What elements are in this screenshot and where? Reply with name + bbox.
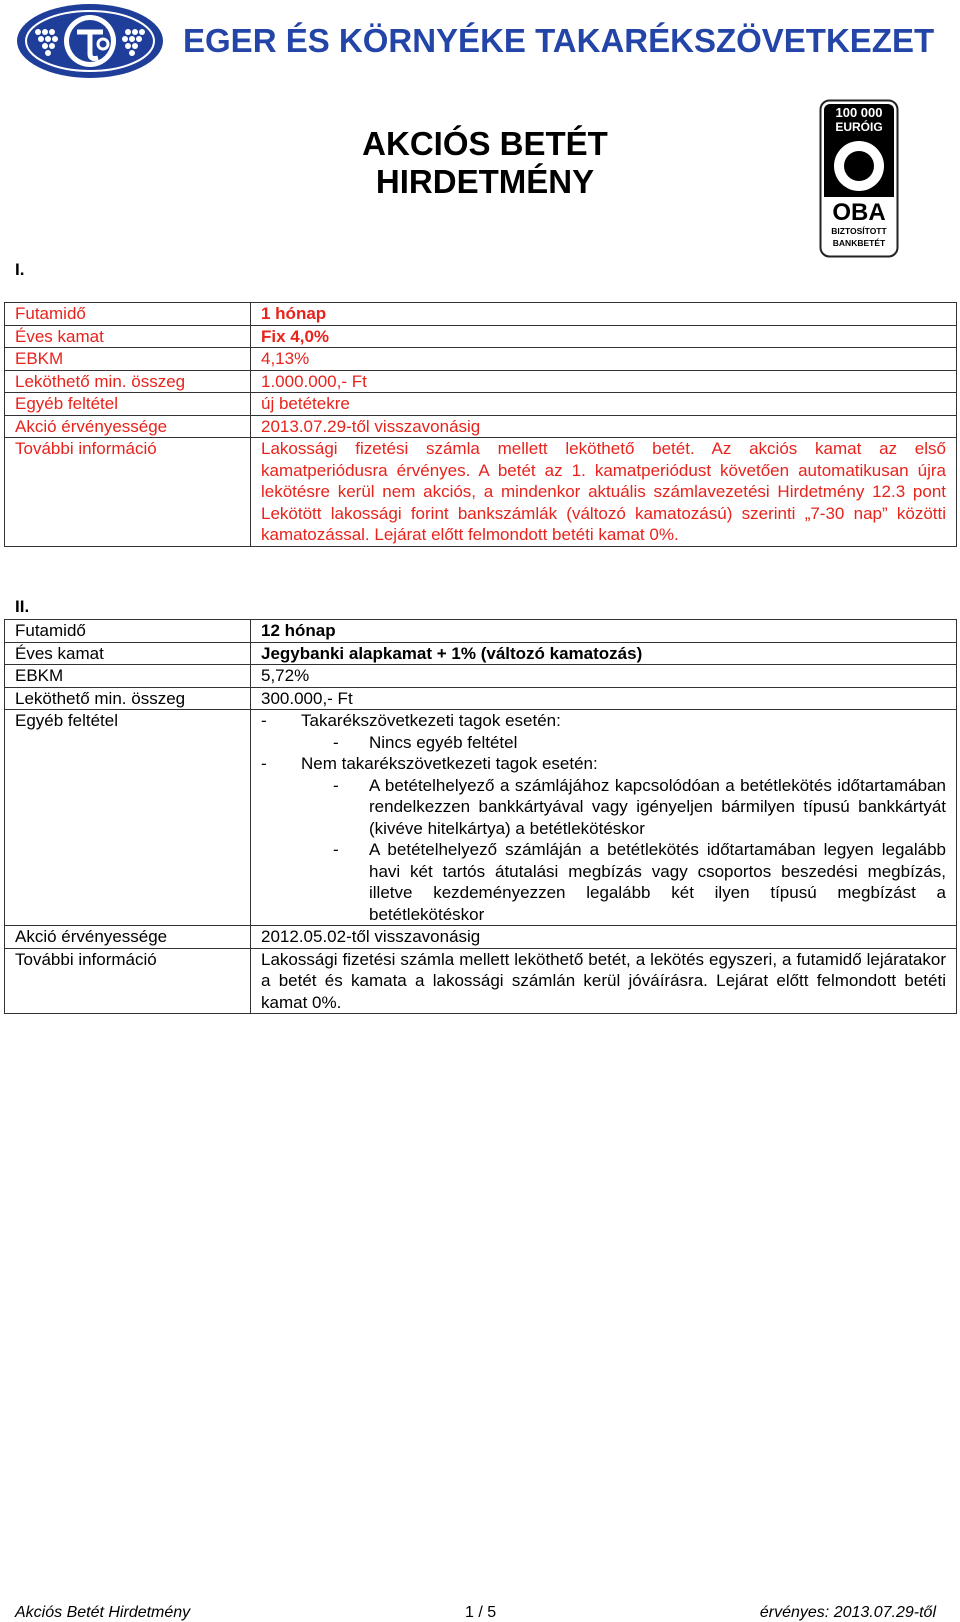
row-key: Akció érvényessége — [5, 926, 251, 949]
list-text: A betételhelyező számláján a betétlekötés időtartamában legyen legalább havi két tartós átutalási megbízás vagy csoportos beszedési megbízás, illetve kezdeményezzen legalább két ilyen típusú megbízást a betétlekötéskor — [369, 840, 946, 924]
page-number: 1 / 5 — [465, 1604, 497, 1621]
list-text: Nincs egyéb feltétel — [369, 732, 518, 752]
row-key: Futamidő — [5, 303, 251, 326]
row-value: 1 hónap — [251, 303, 957, 326]
table-row — [5, 325, 957, 348]
row-key: További információ — [5, 948, 251, 1014]
table-row — [5, 687, 957, 710]
table-row — [5, 926, 957, 949]
row-value: Lakossági fizetési számla mellett leköthető betét, a lekötés egyszeri, a futamidő lejáratakor a betét és kamata a lakossági számlán kerül jóváírásra. Lejárat előtt felmondott betéti kamat 0%. — [251, 948, 957, 1014]
list-dash: - — [261, 754, 267, 773]
table-row — [5, 642, 957, 665]
list-dash: - — [261, 711, 267, 730]
title-line-1: AKCIÓS BETÉT — [362, 125, 608, 162]
section-2-label: II. — [15, 597, 30, 616]
row-value: 4,13% — [251, 348, 957, 371]
table-row — [5, 303, 957, 326]
row-value: 1.000.000,- Ft — [251, 370, 957, 393]
row-key: További információ — [5, 438, 251, 547]
table-row — [5, 438, 957, 547]
row-key: EBKM — [5, 665, 251, 688]
list-item — [261, 732, 946, 754]
row-key: Futamidő — [5, 620, 251, 643]
row-key: Éves kamat — [5, 325, 251, 348]
list-item — [261, 839, 946, 925]
row-value: Fix 4,0% — [251, 325, 957, 348]
oba-line-1: 100 000 — [835, 105, 883, 120]
row-value: 12 hónap — [251, 620, 957, 643]
page-title — [300, 125, 670, 201]
list-text: Takarékszövetkezeti tagok esetén: — [301, 711, 561, 730]
row-value: 2013.07.29-től visszavonásig — [251, 415, 957, 438]
footer-title: Akciós Betét Hirdetmény — [15, 1604, 191, 1621]
oba-line-5: BANKBETÉT — [832, 238, 886, 248]
list-item — [261, 775, 946, 840]
table-row — [5, 348, 957, 371]
list-text: Nem takarékszövetkezeti tagok esetén: — [301, 754, 598, 773]
bank-logo — [15, 2, 165, 80]
table-row — [5, 415, 957, 438]
row-value: új betétekre — [251, 393, 957, 416]
list-dash: - — [333, 775, 339, 795]
list-dash: - — [333, 840, 339, 859]
section-1-table — [4, 302, 957, 547]
section-2-table — [4, 619, 957, 1014]
table-row — [5, 665, 957, 688]
list-item — [261, 710, 946, 732]
footer-validity: érvényes: 2013.07.29-től — [759, 1604, 936, 1621]
row-value — [251, 710, 957, 926]
list-item — [261, 753, 946, 775]
row-value: Lakossági fizetési számla mellett leköthető betét. Az akciós kamat az első kamatperiódusra érvényes. A betét az 1. kamatperiódust követően automatikusan újra lekötésre kerül nem akciós, a mindenkor aktuális számlavezetési Hirdetmény 12.3 pont Lekötött lakossági forint bankszámlák (változó kamatozású) szerinti „7-30 nap” közötti kamatozással. Lejárat előtt felmondott betéti kamat 0%. — [251, 438, 957, 547]
table-row — [5, 948, 957, 1014]
oba-line-4: BIZTOSÍTOTT — [831, 226, 887, 236]
row-value: 300.000,- Ft — [251, 687, 957, 710]
row-value: 2012.05.02-től visszavonásig — [251, 926, 957, 949]
row-value: Jegybanki alapkamat + 1% (változó kamatozás) — [251, 642, 957, 665]
oba-insurance-badge — [819, 99, 899, 264]
row-key: Akció érvényessége — [5, 415, 251, 438]
title-line-2: HIRDETMÉNY — [375, 163, 595, 200]
row-key: EBKM — [5, 348, 251, 371]
table-row — [5, 620, 957, 643]
list-dash: - — [333, 732, 339, 752]
table-row — [5, 710, 957, 926]
row-value: 5,72% — [251, 665, 957, 688]
section-1-label: I. — [15, 260, 25, 279]
oba-line-3: OBA — [832, 199, 886, 226]
row-key: Leköthető min. összeg — [5, 687, 251, 710]
row-key: Éves kamat — [5, 642, 251, 665]
row-key: Egyéb feltétel — [5, 710, 251, 926]
bank-name: EGER ÉS KÖRNYÉKE TAKARÉKSZÖVETKEZET — [183, 22, 935, 59]
table-row — [5, 393, 957, 416]
row-key: Leköthető min. összeg — [5, 370, 251, 393]
table-row — [5, 370, 957, 393]
oba-line-2: EURÓIG — [835, 120, 883, 134]
list-text: A betételhelyező a számlájához kapcsolódóan a betétlekötés időtartamában rendelkezzen bankkártyával vagy igényeljen bármilyen típusú bankkártyát (kivéve hitelkártya) a betétlekötéskor — [369, 775, 946, 838]
row-key: Egyéb feltétel — [5, 393, 251, 416]
page-header — [0, 0, 960, 90]
